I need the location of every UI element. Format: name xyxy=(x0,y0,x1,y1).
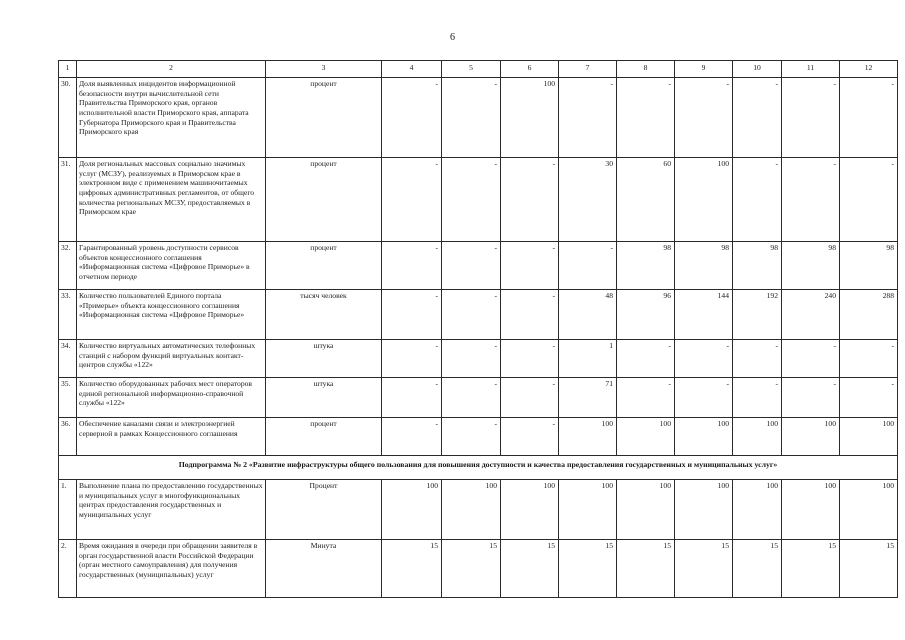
indicator-value: 98 xyxy=(617,242,675,290)
indicator-value: 100 xyxy=(733,480,782,540)
indicator-value: 100 xyxy=(617,418,675,456)
indicator-value: - xyxy=(840,340,898,378)
table-row xyxy=(59,480,898,540)
indicator-value: - xyxy=(782,78,840,158)
column-number-cell: 11 xyxy=(782,61,840,78)
unit-of-measure: процент xyxy=(266,242,382,290)
indicator-value: 192 xyxy=(733,290,782,340)
indicator-value: - xyxy=(733,340,782,378)
indicator-value: 98 xyxy=(782,242,840,290)
indicator-value: - xyxy=(382,242,442,290)
unit-of-measure: процент xyxy=(266,418,382,456)
indicator-value: 100 xyxy=(442,480,501,540)
indicator-value: 15 xyxy=(617,540,675,598)
indicator-value: 15 xyxy=(442,540,501,598)
indicator-value: 100 xyxy=(675,480,733,540)
indicator-value: - xyxy=(782,378,840,418)
indicator-value: 100 xyxy=(840,418,898,456)
page-number: 6 xyxy=(450,32,455,43)
indicator-value: 1 xyxy=(559,340,617,378)
indicator-value: - xyxy=(501,378,559,418)
indicator-name: Доля выявленных инцидентов информационной безопасности внутри вычислительной сети Правительства Приморского края, органов исполнительной власти Приморского края, аппарата Губернатора Приморского края и Правительства Приморского края xyxy=(77,78,266,158)
indicator-value: 60 xyxy=(617,158,675,242)
indicator-value: - xyxy=(442,242,501,290)
row-number: 36. xyxy=(59,418,77,456)
table-row xyxy=(59,540,898,598)
indicator-value: - xyxy=(442,378,501,418)
indicator-value: - xyxy=(675,340,733,378)
indicator-value: 15 xyxy=(782,540,840,598)
indicator-value: 100 xyxy=(501,480,559,540)
indicator-value: 15 xyxy=(501,540,559,598)
indicator-value: 100 xyxy=(840,480,898,540)
subprogram-heading-row xyxy=(59,456,898,480)
indicator-value: 100 xyxy=(675,158,733,242)
table-row xyxy=(59,340,898,378)
unit-of-measure: штука xyxy=(266,340,382,378)
indicator-value: 100 xyxy=(382,480,442,540)
table-row xyxy=(59,158,898,242)
indicator-value: - xyxy=(840,158,898,242)
unit-of-measure: процент xyxy=(266,78,382,158)
indicator-value: 98 xyxy=(840,242,898,290)
indicator-value: - xyxy=(382,78,442,158)
column-number-cell: 4 xyxy=(382,61,442,78)
indicator-value: - xyxy=(675,78,733,158)
indicator-name: Количество виртуальных автоматических телефонных станций с набором функций виртуальных контакт-центров службы «122» xyxy=(77,340,266,378)
indicator-name: Выполнение плана по предоставлению государственных и муниципальных услуг в многофункциональных центрах предоставления государственных и муниципальных услуг xyxy=(77,480,266,540)
indicator-value: 71 xyxy=(559,378,617,418)
indicator-value: - xyxy=(382,378,442,418)
indicator-value: 48 xyxy=(559,290,617,340)
indicator-value: - xyxy=(617,378,675,418)
column-number-cell: 12 xyxy=(840,61,898,78)
indicator-name: Количество пользователей Единого портала «Примерье» объекта концессионного соглашения «Информационная система «Цифровое Приморье» xyxy=(77,290,266,340)
column-number-row xyxy=(59,61,898,78)
indicator-value: - xyxy=(617,78,675,158)
indicator-value: - xyxy=(559,242,617,290)
column-number-cell: 10 xyxy=(733,61,782,78)
indicator-value: 15 xyxy=(559,540,617,598)
indicator-value: 98 xyxy=(675,242,733,290)
indicator-value: 288 xyxy=(840,290,898,340)
indicator-value: - xyxy=(382,340,442,378)
indicator-value: - xyxy=(501,242,559,290)
row-number: 30. xyxy=(59,78,77,158)
unit-of-measure: процент xyxy=(266,158,382,242)
indicator-value: - xyxy=(501,290,559,340)
unit-of-measure: Процент xyxy=(266,480,382,540)
indicator-value: 144 xyxy=(675,290,733,340)
table-row xyxy=(59,242,898,290)
indicator-value: 240 xyxy=(782,290,840,340)
indicator-value: - xyxy=(501,340,559,378)
indicator-name: Количество оборудованных рабочих мест операторов единой региональной информационно-справочной службы «122» xyxy=(77,378,266,418)
indicator-name: Обеспечение каналами связи и электроэнергией серверной в рамках Концессионного соглашения xyxy=(77,418,266,456)
indicator-value: - xyxy=(382,290,442,340)
indicator-value: 15 xyxy=(382,540,442,598)
indicator-value: - xyxy=(442,78,501,158)
indicator-value: - xyxy=(733,378,782,418)
indicator-value: - xyxy=(559,78,617,158)
unit-of-measure: тысяч человек xyxy=(266,290,382,340)
indicator-value: 15 xyxy=(840,540,898,598)
indicator-value: 15 xyxy=(675,540,733,598)
indicator-value: - xyxy=(782,340,840,378)
row-number: 34. xyxy=(59,340,77,378)
table-row xyxy=(59,378,898,418)
column-number-cell: 8 xyxy=(617,61,675,78)
indicator-value: 100 xyxy=(501,78,559,158)
indicator-value: - xyxy=(840,78,898,158)
column-number-cell: 1 xyxy=(59,61,77,78)
indicator-name: Время ожидания в очереди при обращении заявителя в орган государственной власти Российской Федерации (орган местного самоуправления) для получения государственных (муниципальных) услуг xyxy=(77,540,266,598)
indicator-value: - xyxy=(782,158,840,242)
column-number-cell: 7 xyxy=(559,61,617,78)
indicator-value: 100 xyxy=(782,480,840,540)
indicator-value: - xyxy=(382,158,442,242)
table-row xyxy=(59,418,898,456)
row-number: 31. xyxy=(59,158,77,242)
subprogram-heading: Подпрограмма № 2 «Развитие инфраструктуры общего пользования для повышения доступности и качества предоставления государственных и муниципальных услуг» xyxy=(59,456,898,480)
indicator-value: - xyxy=(675,378,733,418)
indicator-name: Доля региональных массовых социально значимых услуг (МСЗУ), реализуемых в Приморском крае в электронном виде с применением машиночитаемых цифровых административных регламентов, от общего количества региональных МСЗУ, предоставляемых в Приморском крае xyxy=(77,158,266,242)
indicator-value: 100 xyxy=(782,418,840,456)
unit-of-measure: штука xyxy=(266,378,382,418)
row-number: 35. xyxy=(59,378,77,418)
indicator-value: 96 xyxy=(617,290,675,340)
indicator-value: - xyxy=(840,378,898,418)
indicators-table xyxy=(58,60,898,598)
indicator-value: 100 xyxy=(559,418,617,456)
indicator-value: - xyxy=(617,340,675,378)
indicator-value: - xyxy=(442,158,501,242)
indicator-value: 100 xyxy=(559,480,617,540)
indicator-value: - xyxy=(501,158,559,242)
row-number: 1. xyxy=(59,480,77,540)
indicator-value: - xyxy=(442,290,501,340)
indicator-value: - xyxy=(382,418,442,456)
indicator-value: 98 xyxy=(733,242,782,290)
column-number-cell: 9 xyxy=(675,61,733,78)
indicator-value: 15 xyxy=(733,540,782,598)
indicator-name: Гарантированный уровень доступности сервисов объектов концессионного соглашения «Информационная система «Цифровое Приморье» в отчетном периоде xyxy=(77,242,266,290)
column-number-cell: 3 xyxy=(266,61,382,78)
indicator-value: - xyxy=(442,340,501,378)
column-number-cell: 2 xyxy=(77,61,266,78)
indicator-value: 30 xyxy=(559,158,617,242)
indicator-value: - xyxy=(501,418,559,456)
column-number-cell: 5 xyxy=(442,61,501,78)
indicator-value: 100 xyxy=(617,480,675,540)
indicator-value: - xyxy=(733,158,782,242)
unit-of-measure: Минута xyxy=(266,540,382,598)
indicator-value: 100 xyxy=(733,418,782,456)
row-number: 32. xyxy=(59,242,77,290)
column-number-cell: 6 xyxy=(501,61,559,78)
indicator-value: - xyxy=(442,418,501,456)
indicator-value: 100 xyxy=(675,418,733,456)
row-number: 2. xyxy=(59,540,77,598)
table-row xyxy=(59,290,898,340)
table-row xyxy=(59,78,898,158)
indicator-value: - xyxy=(733,78,782,158)
row-number: 33. xyxy=(59,290,77,340)
